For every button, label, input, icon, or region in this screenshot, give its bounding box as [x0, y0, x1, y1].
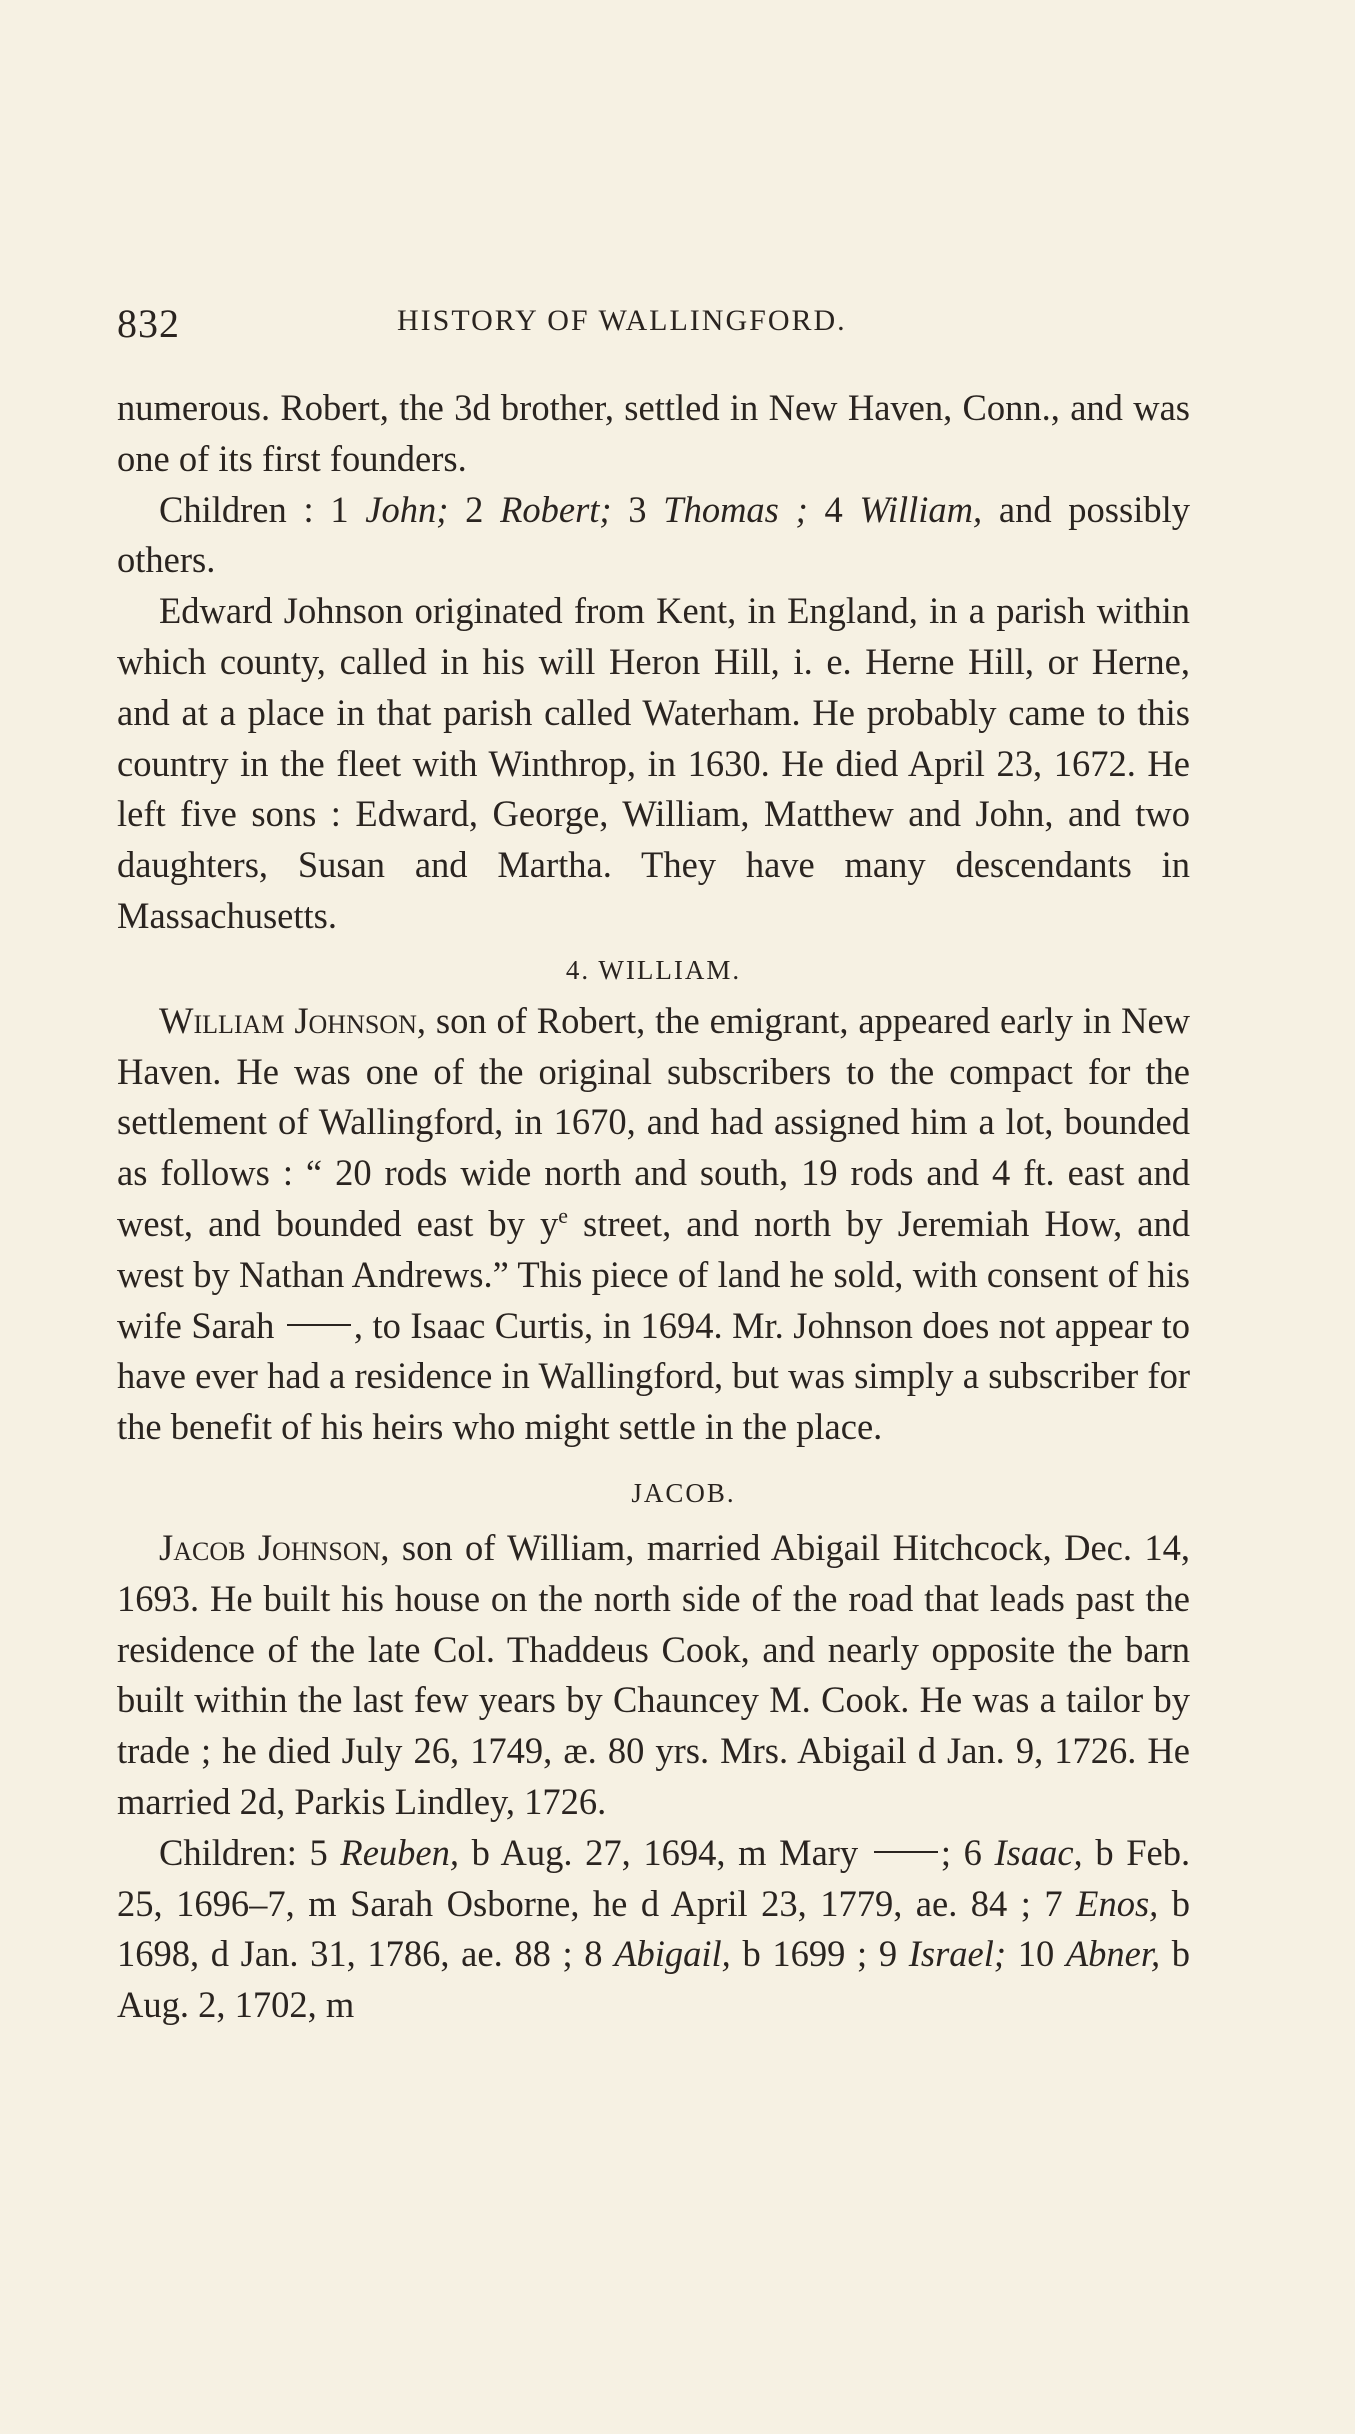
children-label: Children : — [159, 488, 314, 530]
paragraph-jacob-johnson: Jacob Johnson, son of William, married Abigail Hitchcock, Dec. 14, 1693. He built his house on the north side of the road that leads past the residence of the late Col. Thaddeus Cook, and nearly opposite the barn built within the last few years by Chauncey M. Cook. He was a tailor by trade ; he died July 26, 1749, æ. 80 yrs. Mrs. Abigail d Jan. 9, 1726. He married 2d, Parkis Lindley, 1726. — [117, 1526, 1190, 1822]
child-name: Abner, — [1065, 1933, 1161, 1975]
child-name: Israel; — [908, 1933, 1007, 1975]
section-heading-william: 4. WILLIAM. — [565, 954, 742, 985]
child-name: William, — [859, 488, 983, 530]
child-number: 7 — [1044, 1882, 1063, 1924]
paragraph-children-robert — [117, 485, 1190, 587]
paragraph-children-jacob: Children: 5 Reuben, b Aug. 27, 1694, m Mary ; 6 Isaac, b Feb. 25, 1696–7, m Sarah Osborne, he d April 23, 1779, ae. 84 ; 7 Enos, b 1698, d Jan. 31, 1786, ae. 88 ; 8 Abigail, b 1699 ; 9 Israel; 10 Abner, b Aug. 2, 1702, m — [117, 1831, 1191, 2026]
blank-dash — [287, 1324, 351, 1326]
child-name: John; — [365, 488, 449, 530]
child-number: 9 — [878, 1933, 898, 1975]
children-tail: and possibly others. — [117, 488, 1190, 581]
book-title: HISTORY OF WALLINGFORD. — [397, 304, 847, 337]
page-number: 832 — [117, 301, 180, 346]
children-label: Children: — [159, 1831, 297, 1873]
child-number: 2 — [465, 488, 484, 530]
blank-dash — [874, 1851, 938, 1853]
child-name: Enos, — [1076, 1882, 1159, 1924]
child-name: Abigail, — [614, 1933, 731, 1975]
child-number: 8 — [584, 1933, 603, 1975]
child-name: Thomas ; — [663, 488, 808, 530]
person-name: William Johnson, — [159, 999, 426, 1041]
person-name: Jacob Johnson, — [159, 1526, 390, 1568]
child-name: Isaac, — [994, 1831, 1083, 1873]
child-name: Reuben, — [340, 1831, 459, 1873]
child-number: 5 — [309, 1831, 328, 1873]
child-number: 4 — [824, 488, 843, 530]
running-head — [117, 300, 1190, 350]
child-name: Robert; — [500, 488, 612, 530]
child-number: 10 — [1017, 1933, 1055, 1975]
body-text — [117, 383, 1190, 2031]
child-number: 3 — [628, 488, 647, 530]
paragraph-robert: numerous. Robert, the 3d brother, settled in New Haven, Conn., and was one of its first founders. — [117, 387, 1190, 479]
section-heading-jacob: JACOB. — [631, 1477, 736, 1508]
paragraph-edward-johnson: Edward Johnson originated from Kent, in England, in a parish within which county, called in his will Heron Hill, i. e. Herne Hill, or Herne, and at a place in that parish called Waterham. He probably came to this country in the fleet with Winthrop, in 1630. He died April 23, 1672. He left five sons : Edward, George, William, Matthew and John, and two daughters, Susan and Martha. They have many descendants in Massachusetts. — [117, 590, 1190, 936]
paragraph-william-johnson: William Johnson, son of Robert, the emigrant, appeared early in New Haven. He was one of the original subscribers to the compact for the settlement of Wallingford, in 1670, and had assigned him a lot, bounded as follows : “ 20 rods wide north and south, 19 rods and 4 ft. east and west, and bounded east by $y^e$ street, and north by Jeremiah How, and west by Nathan Andrews.” This piece of land he sold, with consent of his wife Sarah , to Isaac Curtis, in 1694. Mr. Johnson does not appear to have ever had a residence in Wallingford, but was simply a subscriber for the benefit of his heirs who might settle in the place. — [117, 999, 1190, 1448]
child-number: 1 — [330, 488, 349, 530]
